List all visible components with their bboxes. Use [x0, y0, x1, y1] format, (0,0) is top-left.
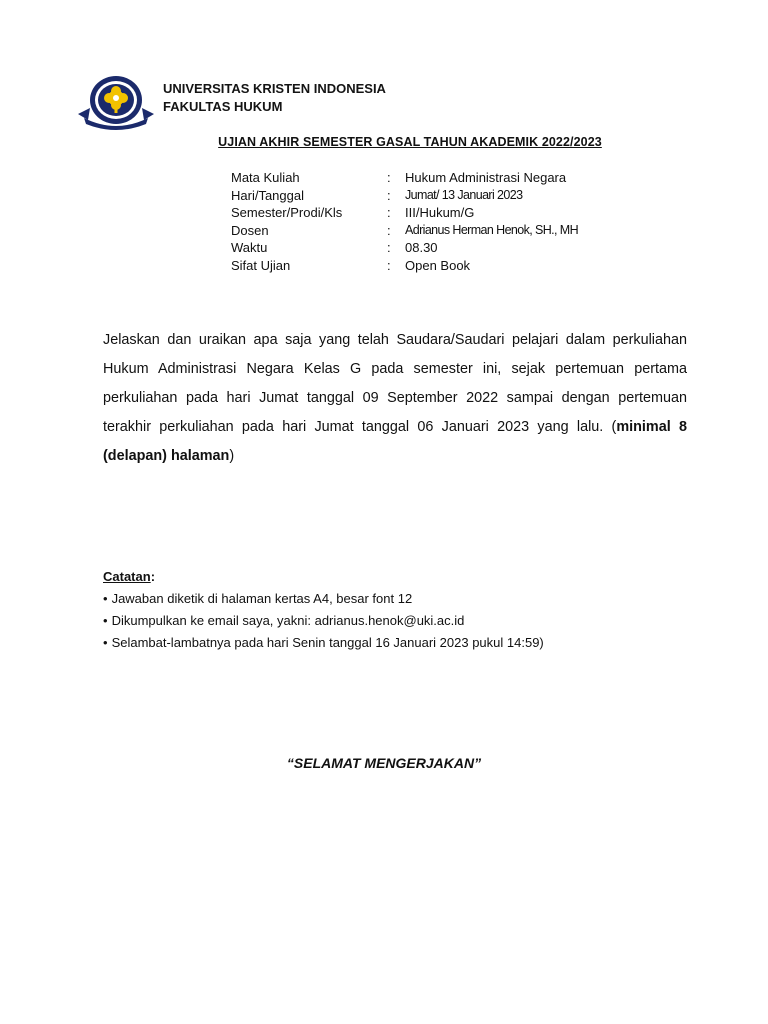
bullet: •	[103, 635, 108, 650]
info-value: 08.30	[405, 240, 438, 256]
info-row-lecturer	[231, 222, 578, 240]
notes-heading	[103, 566, 544, 588]
info-label: Dosen	[231, 222, 269, 238]
university-name: UNIVERSITAS KRISTEN INDONESIA	[163, 81, 386, 96]
closing-message: “SELAMAT MENGERJAKAN”	[286, 755, 482, 771]
info-label: Mata Kuliah	[231, 170, 300, 185]
info-label: Waktu	[231, 240, 268, 256]
info-label: Sifat Ujian	[231, 257, 291, 273]
info-label: Semester/Prodi/Kls	[231, 205, 343, 221]
notes-title-colon: :	[150, 569, 156, 584]
info-value: Jumat/ 13 Januari 2023	[405, 187, 523, 202]
info-value: Hukum Administrasi Negara	[405, 170, 567, 185]
notes-section	[103, 566, 544, 654]
exam-info-table	[231, 169, 578, 275]
exam-title: UJIAN AKHIR SEMESTER GASAL TAHUN AKADEMIK 2022/2023	[218, 135, 602, 149]
note-text: Selambat-lambatnya pada hari Senin tanggal 16 Januari 2023 pukul 14:59)	[111, 635, 544, 650]
info-row-exam-type	[231, 257, 578, 275]
info-row-time	[231, 239, 578, 257]
info-value: III/Hukum/G	[405, 205, 475, 221]
list-item	[103, 610, 544, 632]
note-text: Dikumpulkan ke email saya, yakni: adrianus.henok@uki.ac.id	[111, 613, 465, 628]
info-row-date	[231, 187, 578, 205]
question-requirement: minimal 8 (delapan) halaman	[103, 419, 687, 464]
bullet: •	[103, 613, 108, 628]
info-colon: :	[387, 257, 391, 273]
info-colon: :	[387, 170, 391, 185]
exam-question	[103, 326, 687, 471]
info-colon: :	[387, 222, 391, 238]
info-colon: :	[387, 187, 391, 203]
notes-title: Catatan	[103, 569, 151, 584]
info-value: Adrianus Herman Henok, SH., MH	[405, 222, 579, 237]
list-item	[103, 632, 544, 654]
info-colon: :	[387, 240, 391, 256]
question-tail: )	[229, 448, 235, 464]
list-item	[103, 588, 544, 610]
university-logo	[76, 74, 156, 130]
bullet: •	[103, 591, 108, 606]
institution-header	[163, 80, 386, 116]
info-value: Open Book	[405, 257, 471, 273]
note-text: Jawaban diketik di halaman kertas A4, besar font 12	[111, 591, 413, 606]
question-text: Jelaskan dan uraikan apa saja yang telah Saudara/Saudari pelajari dalam perkuliahan Hukum Administrasi Negara Kelas G pada semester ini, sejak pertemuan pertama perkuliahan pada hari Jumat tanggal 09 September 2022 sampai dengan pertemuan terakhir perkuliahan pada hari Jumat tanggal 06 Januari 2023 yang lalu. (	[103, 332, 687, 435]
info-colon: :	[387, 205, 391, 221]
info-label: Hari/Tanggal	[231, 187, 304, 203]
university-seal-icon	[76, 74, 156, 130]
info-row-course	[231, 169, 578, 187]
faculty-name: FAKULTAS HUKUM	[163, 99, 283, 114]
info-row-semester	[231, 204, 578, 222]
